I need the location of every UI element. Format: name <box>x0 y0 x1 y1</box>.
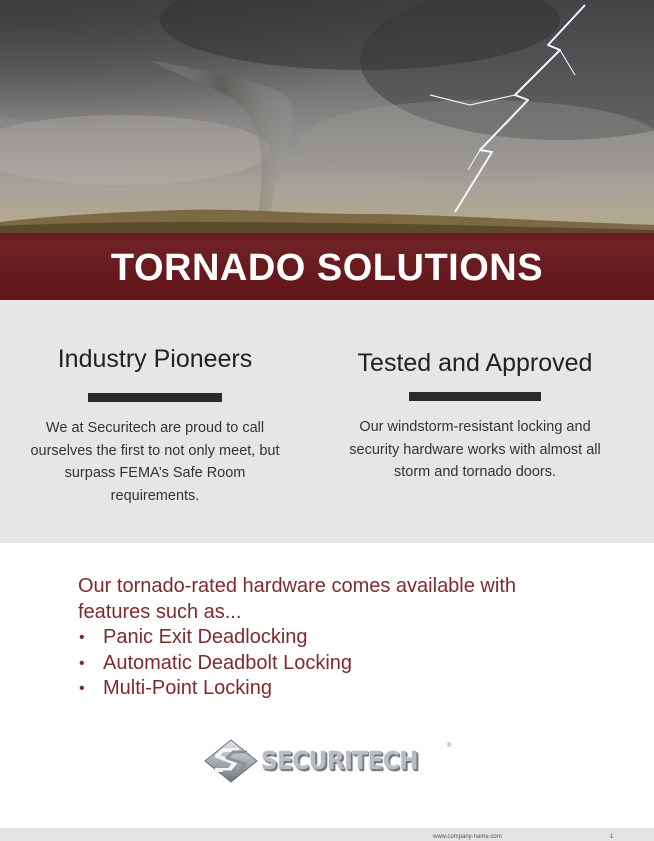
feature-industry-pioneers <box>20 343 290 507</box>
feature-text-line: We at Securitech are proud to call <box>45 420 265 436</box>
features-list-section <box>78 574 598 702</box>
feature-bullet-list <box>78 625 598 702</box>
page-number: 1 <box>610 834 614 840</box>
list-intro-line: features such as... <box>78 600 242 623</box>
features-panel <box>0 300 654 543</box>
bullet-icon: • <box>79 680 85 697</box>
feature-heading: Industry Pioneers <box>57 345 253 373</box>
logo-wordmark: SECURITECH <box>261 746 419 775</box>
list-item <box>78 651 598 677</box>
bullet-icon: • <box>79 629 85 646</box>
feature-text-line: storm and tornado doors. <box>393 464 556 480</box>
feature-text-line: ourselves the first to not only meet, but <box>30 442 280 459</box>
feature-text-line: Our windstorm-resistant locking and <box>359 419 591 435</box>
registered-mark: ® <box>447 743 452 749</box>
divider-bar <box>88 393 222 402</box>
feature-text-line: security hardware works with almost all <box>349 441 601 458</box>
double-s-logo-icon <box>203 739 259 783</box>
securitech-logo <box>203 737 453 785</box>
divider-bar <box>409 392 541 401</box>
list-item <box>78 625 598 651</box>
list-item-label: Automatic Deadbolt Locking <box>103 651 353 674</box>
list-item <box>78 676 598 702</box>
footer-url[interactable]: www.company-name.com <box>433 834 502 840</box>
bullet-icon: • <box>79 654 85 672</box>
list-item-label: Multi-Point Locking <box>103 677 272 699</box>
page-title: TORNADO SOLUTIONS <box>110 247 544 289</box>
feature-heading: Tested and Approved <box>357 349 593 377</box>
list-intro-line: Our tornado-rated hardware comes available with <box>78 575 516 597</box>
list-intro <box>78 574 598 625</box>
feature-text-line: surpass FEMA’s Safe Room requirements. <box>64 465 246 504</box>
feature-text <box>20 417 290 507</box>
feature-tested-and-approved <box>340 347 610 484</box>
list-item-label: Panic Exit Deadlocking <box>103 626 308 648</box>
page-footer <box>0 828 654 841</box>
feature-text <box>340 416 610 484</box>
